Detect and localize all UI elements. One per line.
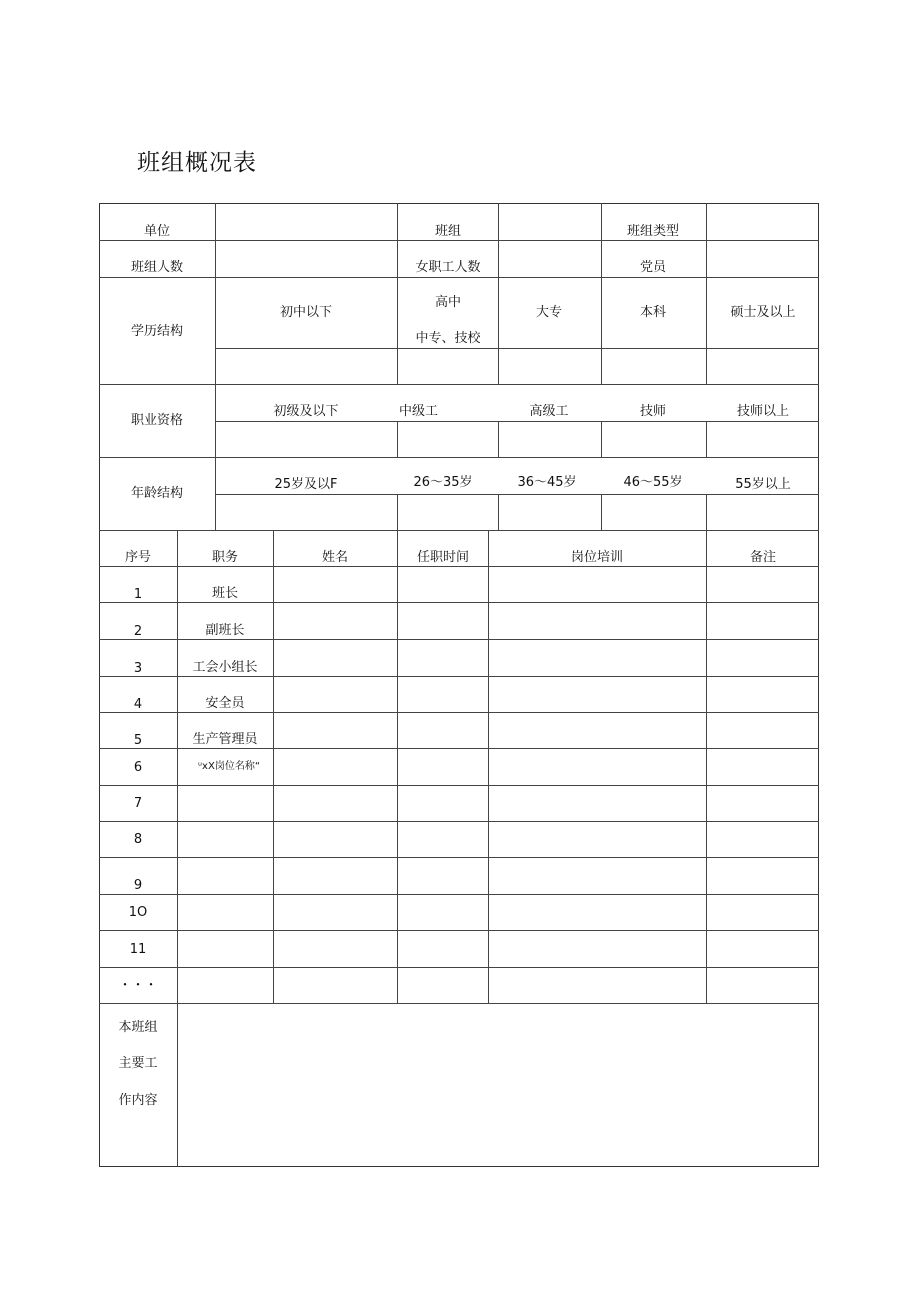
row-number: 9 [133, 878, 143, 893]
row-number: 5 [133, 733, 143, 748]
col-divider [498, 203, 499, 385]
row-divider [99, 566, 819, 567]
col-divider [601, 203, 602, 385]
row-number: 3 [133, 661, 143, 676]
col-divider [215, 203, 216, 530]
col-divider [397, 530, 398, 1003]
column-header-name: 姓名 [321, 550, 349, 565]
col-divider [177, 530, 178, 1167]
row-divider [215, 348, 819, 349]
age-25-below: 25岁及以F [274, 477, 338, 492]
row-divider [99, 930, 819, 931]
row-divider [99, 277, 819, 278]
row-divider [99, 894, 819, 895]
education-high-school: 高中 [434, 295, 462, 310]
team-count-label: 班组人数 [130, 260, 184, 275]
row-number: 1O [128, 905, 148, 920]
row-divider [99, 639, 819, 640]
work-content-label-line3: 作内容 [118, 1093, 158, 1108]
row-divider [99, 821, 819, 822]
row-position: 生产管理员 [192, 732, 258, 747]
work-content-label-line1: 本班组 [118, 1020, 158, 1035]
qualification-above-technician: 技师以上 [736, 404, 790, 419]
column-header-remarks: 备注 [749, 550, 777, 565]
row-number: 8 [133, 832, 143, 847]
education-label: 学历结构 [130, 324, 184, 339]
col-divider [601, 494, 602, 530]
row-number: 11 [129, 942, 147, 957]
row-position: 副班长 [205, 623, 245, 638]
column-header-training: 岗位培训 [570, 550, 624, 565]
row-position: 班长 [211, 586, 239, 601]
col-divider [397, 203, 398, 385]
row-divider [215, 494, 819, 495]
age-55-above: 55岁以上 [735, 477, 791, 492]
party-member-label: 党员 [639, 260, 667, 275]
row-position: 工会小组长 [192, 660, 258, 675]
education-bachelor: 本科 [639, 305, 667, 320]
column-header-position: 职务 [211, 550, 239, 565]
row-number: 1 [133, 587, 143, 602]
col-divider [397, 421, 398, 458]
row-number: ・・・ [118, 978, 158, 993]
team-type-label: 班组类型 [626, 224, 680, 239]
column-header-number: 序号 [124, 550, 152, 565]
team-label: 班组 [434, 224, 462, 239]
row-number: 7 [133, 796, 143, 811]
col-divider [273, 530, 274, 1003]
col-divider [706, 421, 707, 458]
row-divider [215, 421, 819, 422]
education-technical-school: 中专、技校 [415, 331, 481, 346]
column-header-tenure: 任职时间 [416, 550, 470, 565]
row-divider [99, 857, 819, 858]
age-46-55: 46～55岁 [623, 475, 683, 490]
row-divider [99, 712, 819, 713]
row-divider [99, 240, 819, 241]
row-position: ᵘxX岗位名称“ [198, 761, 260, 772]
age-26-35: 26～35岁 [413, 475, 473, 490]
work-content-label-line2: 主要工 [118, 1056, 158, 1071]
qualification-label: 职业资格 [130, 413, 184, 428]
col-divider [706, 203, 707, 385]
col-divider [488, 530, 489, 1003]
education-master: 硕士及以上 [730, 305, 796, 320]
row-divider [99, 384, 819, 385]
row-divider [99, 967, 819, 968]
age-label: 年龄结构 [130, 486, 184, 501]
col-divider [397, 494, 398, 530]
qualification-senior: 高级工 [529, 404, 569, 419]
col-divider [498, 421, 499, 458]
education-junior-high: 初中以下 [279, 305, 333, 320]
unit-label: 单位 [143, 224, 171, 239]
female-count-label: 女职工人数 [415, 260, 481, 275]
qualification-technician: 技师 [639, 404, 667, 419]
row-number: 2 [133, 624, 143, 639]
row-divider [99, 676, 819, 677]
age-36-45: 36～45岁 [517, 475, 577, 490]
col-divider [601, 421, 602, 458]
row-divider [99, 602, 819, 603]
row-divider [99, 457, 819, 458]
col-divider [706, 494, 707, 530]
education-college: 大专 [535, 305, 563, 320]
qualification-intermediate: 中级工 [399, 404, 439, 419]
col-divider [498, 494, 499, 530]
row-position: 安全员 [205, 696, 245, 711]
row-divider [99, 748, 819, 749]
row-divider [99, 530, 819, 531]
row-divider [99, 1003, 819, 1004]
qualification-junior: 初级及以下 [273, 404, 339, 419]
col-divider [706, 530, 707, 1003]
page-title: 班组概况表 [137, 150, 257, 176]
row-number: 6 [133, 760, 143, 775]
row-divider [99, 785, 819, 786]
row-number: 4 [133, 697, 143, 712]
